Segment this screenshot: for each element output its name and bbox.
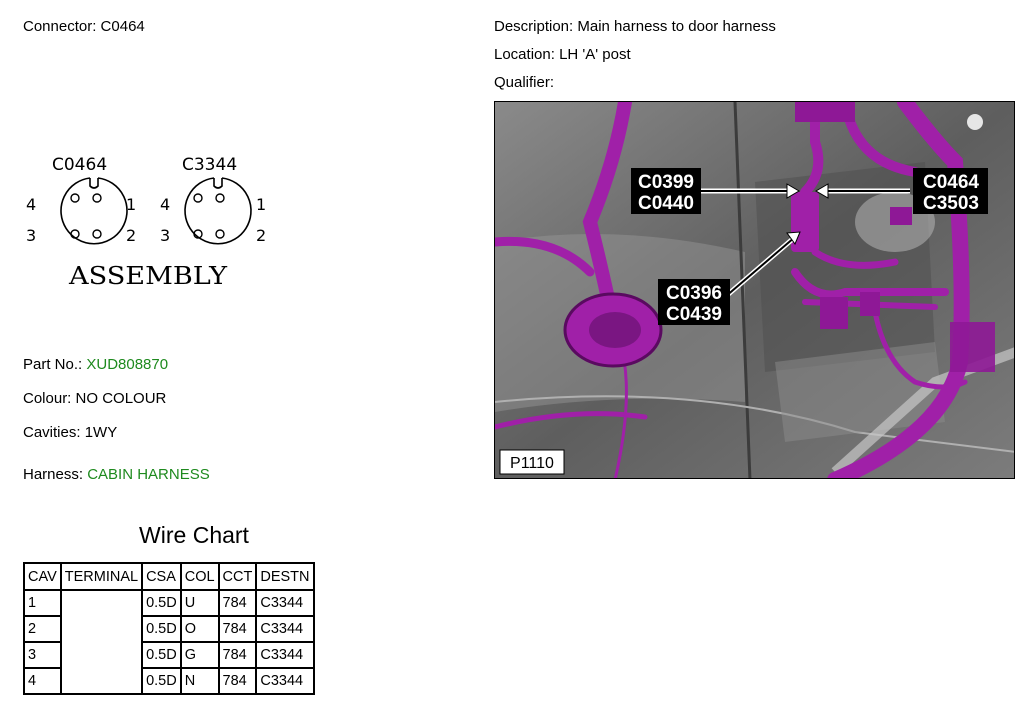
pinout-left-label: C0464 <box>52 155 108 175</box>
callout-c0396: C0396 <box>666 283 722 304</box>
cell-cct: 784 <box>219 616 257 642</box>
callout-c3503: C3503 <box>923 193 979 214</box>
connector-value: C0464 <box>100 18 145 35</box>
cell-col: N <box>181 668 219 694</box>
connector-field <box>23 18 145 35</box>
pin-label-left-2: 2 <box>126 226 137 245</box>
qualifier-label: Qualifier: <box>494 74 555 91</box>
cell-col: O <box>181 616 219 642</box>
header-cct: CCT <box>219 563 257 590</box>
part-number-value: XUD808870 <box>86 356 169 373</box>
wire-chart-table <box>23 562 315 695</box>
cell-destn: C3344 <box>256 668 313 694</box>
cell-col: G <box>181 642 219 668</box>
callout-c0464: C0464 <box>923 172 979 193</box>
cell-csa: 0.5D <box>142 642 181 668</box>
location-field <box>494 46 631 63</box>
callout-c0396-c0439 <box>658 279 730 325</box>
cell-destn: C3344 <box>256 642 313 668</box>
table-row <box>24 590 314 616</box>
location-label: Location: <box>494 46 555 63</box>
callout-c0399-c0440 <box>631 168 701 214</box>
figure-id-box <box>500 450 564 474</box>
harness-label: Harness: <box>23 466 84 483</box>
connector-face-right <box>185 178 251 244</box>
harness-field <box>23 466 210 483</box>
table-header-row <box>24 563 314 590</box>
figure-id: P1110 <box>510 455 554 472</box>
cell-terminal <box>61 590 142 694</box>
cell-cav: 1 <box>24 590 61 616</box>
cavities-value: 1WY <box>84 424 118 441</box>
callout-c0439: C0439 <box>666 304 722 325</box>
location-value: LH 'A' post <box>559 46 631 63</box>
callout-c0399: C0399 <box>638 172 694 193</box>
connector-location-photo <box>494 101 1015 479</box>
description-label: Description: <box>494 18 574 35</box>
description-value: Main harness to door harness <box>577 18 776 35</box>
pin-label-right-3: 3 <box>160 226 171 245</box>
pinout-caption: ASSEMBLY <box>67 262 229 290</box>
pinout-right-label: C3344 <box>182 155 238 175</box>
part-number-label: Part No.: <box>23 356 83 373</box>
part-number-field <box>23 356 168 373</box>
colour-field <box>23 390 166 407</box>
pin-label-right-2: 2 <box>256 226 267 245</box>
pin-label-left-1: 1 <box>126 195 137 214</box>
callout-c0440: C0440 <box>638 193 694 214</box>
cell-cav: 2 <box>24 616 61 642</box>
header-col: COL <box>181 563 219 590</box>
cell-cav: 4 <box>24 668 61 694</box>
cell-csa: 0.5D <box>142 590 181 616</box>
cell-cct: 784 <box>219 590 257 616</box>
wire-chart-title: Wire Chart <box>139 522 249 548</box>
cavities-label: Cavities: <box>23 424 81 441</box>
cell-destn: C3344 <box>256 590 313 616</box>
cell-cav: 3 <box>24 642 61 668</box>
header-cav: CAV <box>24 563 61 590</box>
colour-value: NO COLOUR <box>75 390 167 407</box>
cell-col: U <box>181 590 219 616</box>
callout-c0464-c3503 <box>913 168 988 214</box>
pin-label-left-4: 4 <box>26 195 37 214</box>
connector-pinout-diagram <box>22 150 282 300</box>
header-terminal: TERMINAL <box>61 563 142 590</box>
connector-face-left <box>61 178 127 244</box>
harness-value: CABIN HARNESS <box>87 466 210 483</box>
cell-cct: 784 <box>219 642 257 668</box>
header-destn: DESTN <box>256 563 313 590</box>
cavities-field <box>23 424 117 441</box>
connector-label: Connector: <box>23 18 97 35</box>
qualifier-field <box>494 74 554 91</box>
header-csa: CSA <box>142 563 181 590</box>
pin-label-left-3: 3 <box>26 226 37 245</box>
colour-label: Colour: <box>23 390 72 407</box>
cell-cct: 784 <box>219 668 257 694</box>
cell-destn: C3344 <box>256 616 313 642</box>
pin-label-right-4: 4 <box>160 195 171 214</box>
description-field <box>494 18 776 35</box>
pin-label-right-1: 1 <box>256 195 267 214</box>
cell-csa: 0.5D <box>142 616 181 642</box>
cell-csa: 0.5D <box>142 668 181 694</box>
